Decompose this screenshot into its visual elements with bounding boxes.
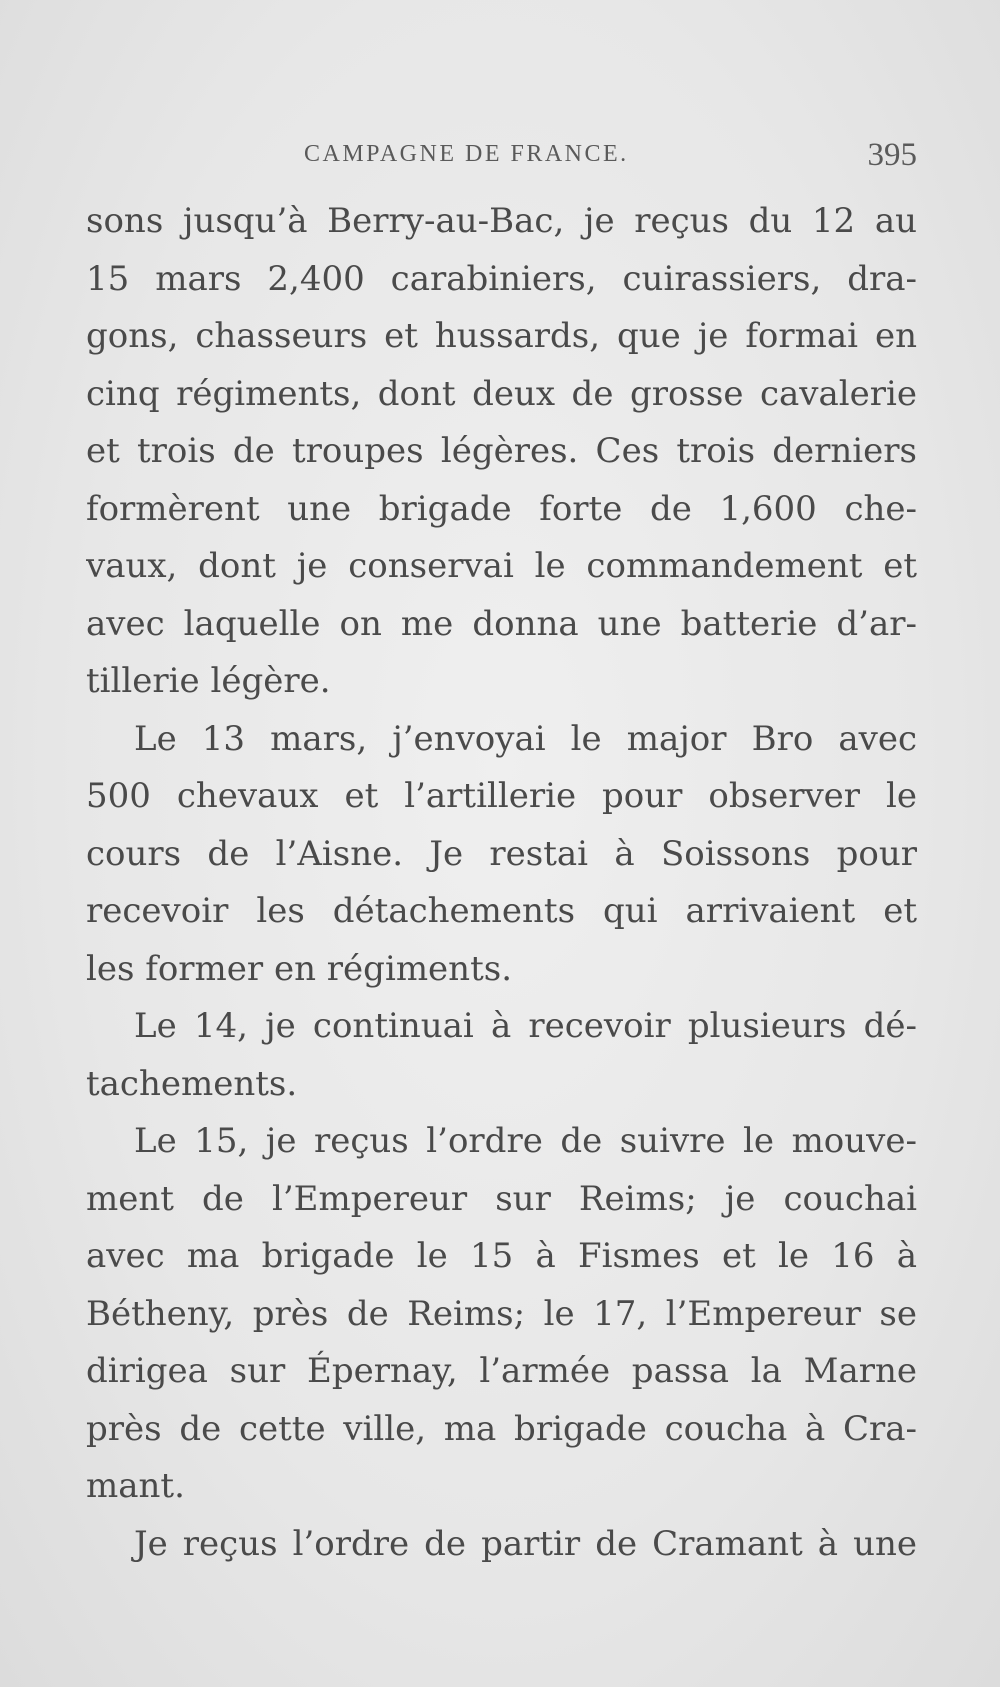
text-line: sons jusqu’à Berry-au-Bac, je reçus du 12 au xyxy=(86,201,917,241)
text-line: près de cette ville, ma brigade coucha à Cra- xyxy=(86,1408,917,1449)
text-line: Bétheny, près de Reims; le 17, l’Empereur se xyxy=(86,1293,917,1334)
text-line: tillerie légère. xyxy=(86,661,331,701)
text-line: avec laquelle on me donna une batterie d’ar- xyxy=(86,603,917,644)
text-line: et trois de troupes légères. Ces trois derniers xyxy=(86,431,917,471)
text-line: avec ma brigade le 15 à Fismes et le 16 à xyxy=(86,1236,917,1276)
text-line: mant. xyxy=(86,1466,185,1506)
text-line: 500 chevaux et l’artillerie pour observer le xyxy=(86,776,917,816)
text-line: ment de l’Empereur sur Reims; je couchai xyxy=(86,1178,917,1219)
text-line: tachements. xyxy=(86,1063,298,1104)
page-number: 395 xyxy=(867,137,917,173)
text-line: les former en régiments. xyxy=(86,948,512,989)
text-line: Le 15, je reçus l’ordre de suivre le mouve- xyxy=(134,1121,917,1161)
text-line: dirigea sur Épernay, l’armée passa la Marne xyxy=(86,1351,917,1391)
text-line: Je reçus l’ordre de partir de Cramant à une xyxy=(134,1523,917,1564)
text-line: formèrent une brigade forte de 1,600 che- xyxy=(86,488,917,529)
text-line: cours de l’Aisne. Je restai à Soissons pour xyxy=(86,833,917,874)
body-text xyxy=(86,193,917,1573)
text-line: gons, chasseurs et hussards, que je formai en xyxy=(86,316,917,356)
text-line: 15 mars 2,400 carabiniers, cuirassiers, dra- xyxy=(86,258,917,299)
text-line: vaux, dont je conservai le commandement et xyxy=(86,546,917,586)
text-line: Le 13 mars, j’envoyai le major Bro avec xyxy=(134,718,917,759)
text-line: cinq régiments, dont deux de grosse cavalerie xyxy=(86,373,917,414)
running-head xyxy=(86,137,917,177)
text-line: recevoir les détachements qui arrivaient et xyxy=(86,891,917,931)
running-title: CAMPAGNE DE FRANCE. xyxy=(304,141,629,167)
text-line: Le 14, je continuai à recevoir plusieurs dé- xyxy=(134,1006,917,1046)
